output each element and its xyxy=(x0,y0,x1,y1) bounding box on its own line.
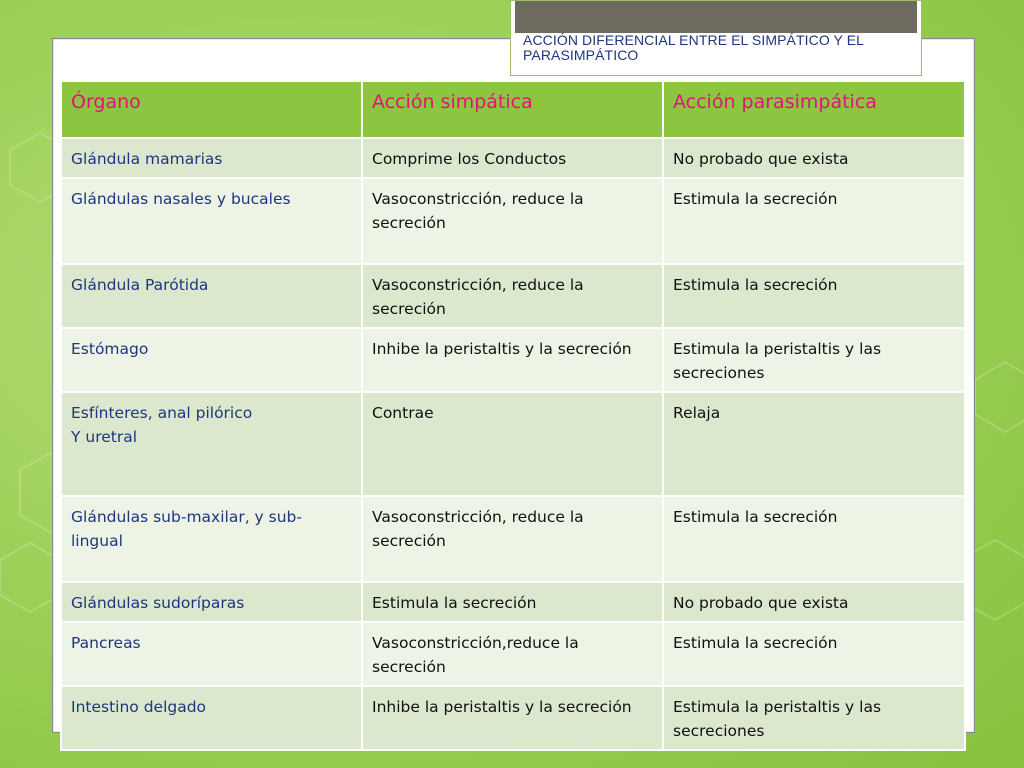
organ-cell: Estómago xyxy=(61,328,362,392)
organ-line: Y uretral xyxy=(71,428,138,446)
parasympathetic-cell: Estimula la secreción xyxy=(663,178,965,264)
parasympathetic-cell: No probado que exista xyxy=(663,582,965,622)
table-row xyxy=(61,582,965,622)
table-row xyxy=(61,392,965,496)
sympathetic-cell: Vasoconstricción, reduce la secreción xyxy=(362,264,663,328)
sympathetic-cell: Vasoconstricción, reduce la secreción xyxy=(362,496,663,582)
organ-cell: Glándula Parótida xyxy=(61,264,362,328)
table-row xyxy=(61,496,965,582)
sympathetic-cell: Vasoconstricción,reduce la secreción xyxy=(362,622,663,686)
sympathetic-cell: Inhibe la peristaltis y la secreción xyxy=(362,328,663,392)
organ-cell: Glándulas sudoríparas xyxy=(61,582,362,622)
parasympathetic-cell: Estimula la secreción xyxy=(663,264,965,328)
sympathetic-cell: Inhibe la peristaltis y la secreción xyxy=(362,686,663,750)
parasympathetic-cell: Estimula la secreción xyxy=(663,622,965,686)
table-row xyxy=(61,686,965,750)
table-row xyxy=(61,328,965,392)
organ-cell: Glándulas sub-maxilar, y sub-lingual xyxy=(61,496,362,582)
parasympathetic-cell: Relaja xyxy=(663,392,965,496)
table-row xyxy=(61,622,965,686)
organ-cell: Glándulas nasales y bucales xyxy=(61,178,362,264)
slide-title: ACCIÓN DIFERENCIAL ENTRE EL SIMPÁTICO Y EL PARASIMPÁTICO xyxy=(523,32,864,63)
parasympathetic-cell: Estimula la peristaltis y las secreciones xyxy=(663,686,965,750)
table-header-row xyxy=(61,81,965,138)
title-box xyxy=(510,0,922,76)
organ-line: Esfínteres, anal pilórico xyxy=(71,404,253,422)
header-sympathetic: Acción simpática xyxy=(362,81,663,138)
sympathetic-cell: Contrae xyxy=(362,392,663,496)
organ-cell: Pancreas xyxy=(61,622,362,686)
organ-cell: Intestino delgado xyxy=(61,686,362,750)
table-row xyxy=(61,178,965,264)
table-row xyxy=(61,138,965,178)
parasympathetic-cell: Estimula la peristaltis y las secreciones xyxy=(663,328,965,392)
table-row xyxy=(61,264,965,328)
organ-action-table xyxy=(60,80,966,751)
sympathetic-cell: Comprime los Conductos xyxy=(362,138,663,178)
organ-cell: Glándula mamarias xyxy=(61,138,362,178)
header-organ: Órgano xyxy=(61,81,362,138)
header-parasympathetic: Acción parasimpática xyxy=(663,81,965,138)
parasympathetic-cell: No probado que exista xyxy=(663,138,965,178)
sympathetic-cell: Estimula la secreción xyxy=(362,582,663,622)
sympathetic-cell: Vasoconstricción, reduce la secreción xyxy=(362,178,663,264)
parasympathetic-cell: Estimula la secreción xyxy=(663,496,965,582)
title-accent-bar xyxy=(515,1,917,33)
organ-cell xyxy=(61,392,362,496)
